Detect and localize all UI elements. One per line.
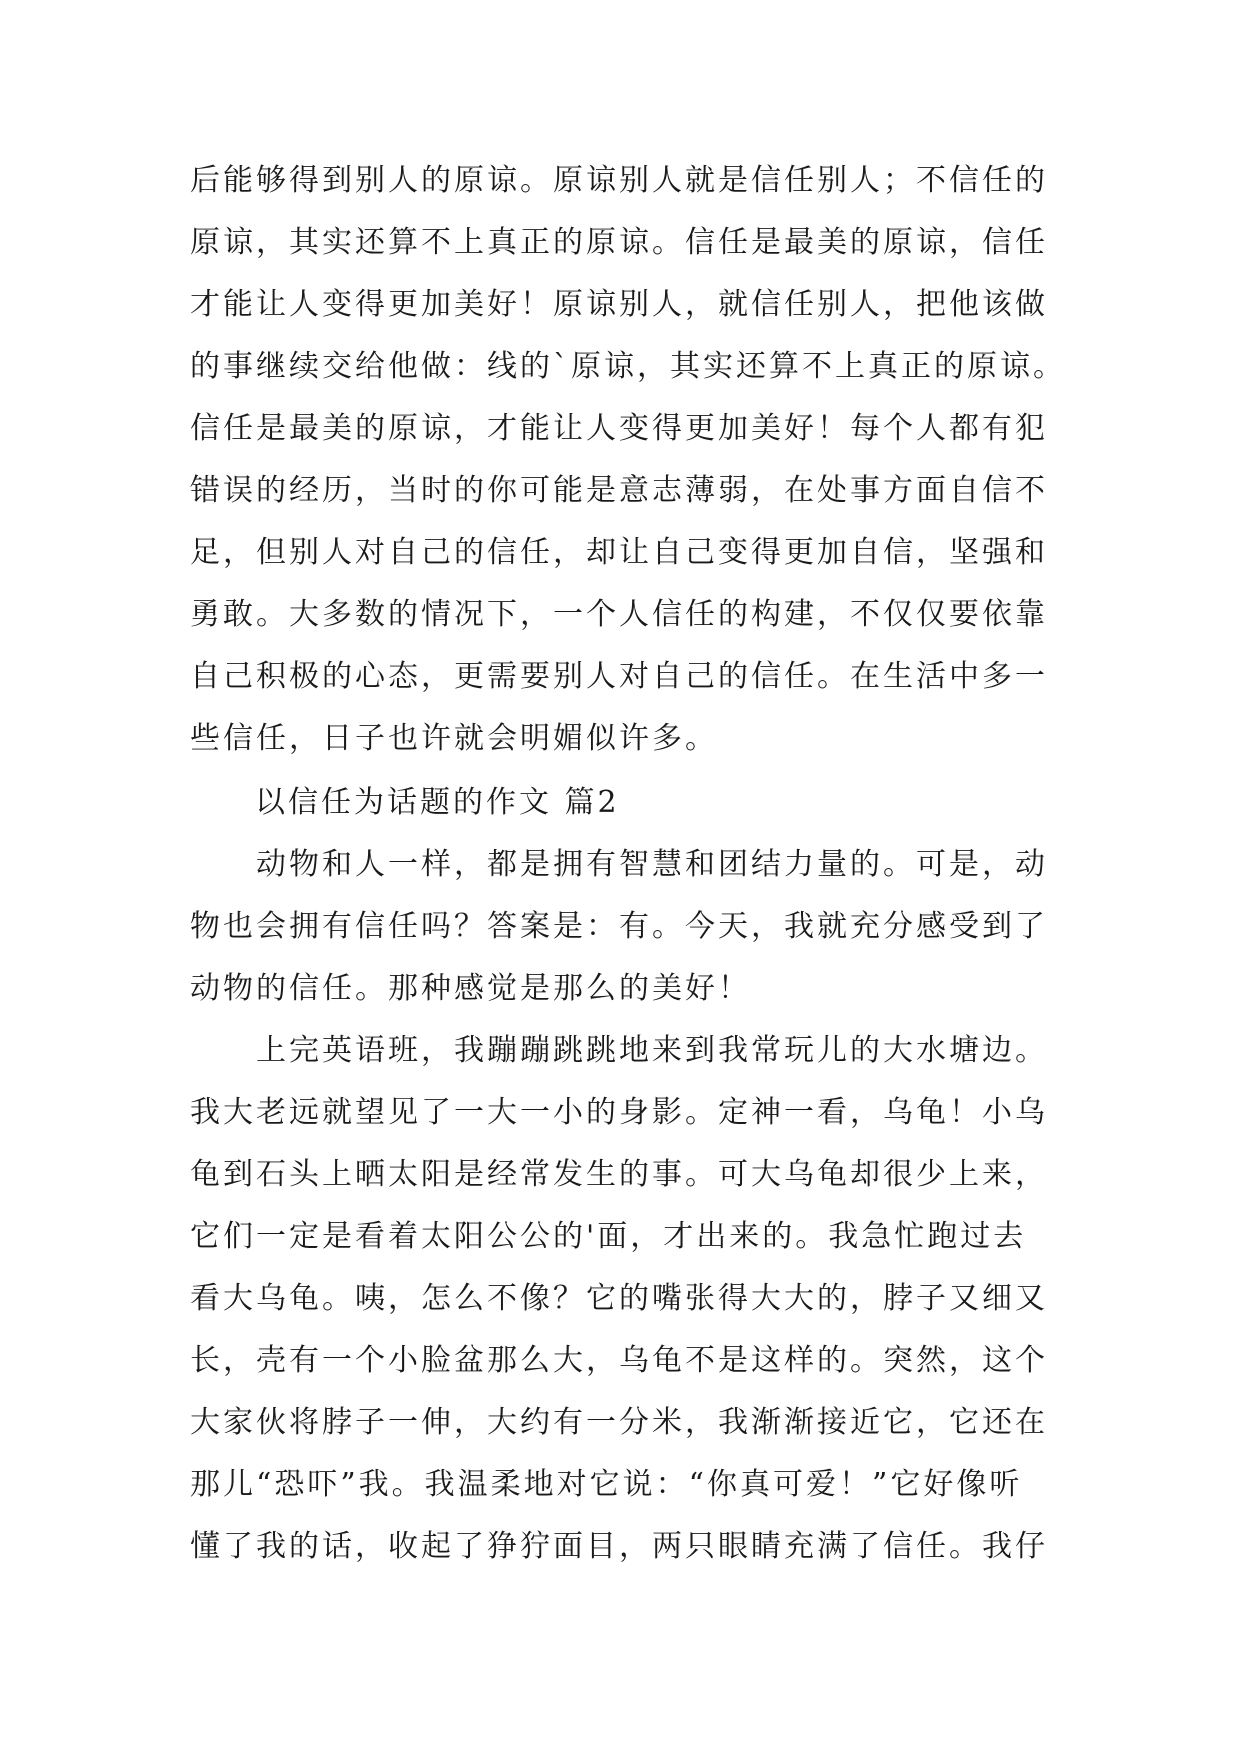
text-line: 那儿“恐吓”我。我温柔地对它说：“你真可爱！”它好像听 [190,1467,1023,1502]
text-line: 长，壳有一个小脸盆那么大，乌龟不是这样的。突然，这个 [190,1343,1048,1378]
text-line: 大家伙将脖子一伸，大约有一分米，我渐渐接近它，它还在 [190,1405,1048,1440]
text-line: 物也会拥有信任吗？答案是：有。今天，我就充分感受到了 [190,909,1048,944]
text-line: 些信任，日子也许就会明媚似许多。 [190,721,718,756]
top-paragraph [190,150,1066,770]
text-line: 的事继续交给他做：线的`原谅，其实还算不上真正的原谅。 [190,349,1066,384]
text-line: 后能够得到别人的原谅。原谅别人就是信任别人；不信任的 [190,163,1048,198]
text-line: 上完英语班，我蹦蹦跳跳地来到我常玩儿的大水塘边。 [190,1033,1048,1068]
text-line: 龟到石头上晒太阳是经常发生的事。可大乌龟却很少上来， [190,1157,1048,1192]
essay-heading: 以信任为话题的作文 篇2 [255,785,620,820]
essay-body [190,834,1050,1578]
text-line: 足，但别人对自己的信任，却让自己变得更加自信，坚强和 [190,535,1048,570]
text-line: 看大乌龟。咦，怎么不像？它的嘴张得大大的，脖子又细又 [190,1281,1048,1316]
text-line: 动物的信任。那种感觉是那么的美好！ [190,971,751,1006]
text-line: 它们一定是看着太阳公公的'面，才出来的。我急忙跑过去 [190,1219,1027,1254]
text-line: 才能让人变得更加美好！原谅别人，就信任别人，把他该做 [190,287,1048,322]
text-line: 懂了我的话，收起了狰狞面目，两只眼睛充满了信任。我仔 [190,1529,1048,1564]
text-line: 勇敢。大多数的情况下，一个人信任的构建，不仅仅要依靠 [190,597,1048,632]
text-line: 自己积极的心态，更需要别人对自己的信任。在生活中多一 [190,659,1048,694]
text-line: 信任是最美的原谅，才能让人变得更加美好！每个人都有犯 [190,411,1048,446]
text-line: 动物和人一样，都是拥有智慧和团结力量的。可是，动 [190,847,1048,882]
text-line: 错误的经历，当时的你可能是意志薄弱，在处事方面自信不 [190,473,1048,508]
text-line: 我大老远就望见了一大一小的身影。定神一看，乌龟！小乌 [190,1095,1048,1130]
text-line: 原谅，其实还算不上真正的原谅。信任是最美的原谅，信任 [190,225,1048,260]
